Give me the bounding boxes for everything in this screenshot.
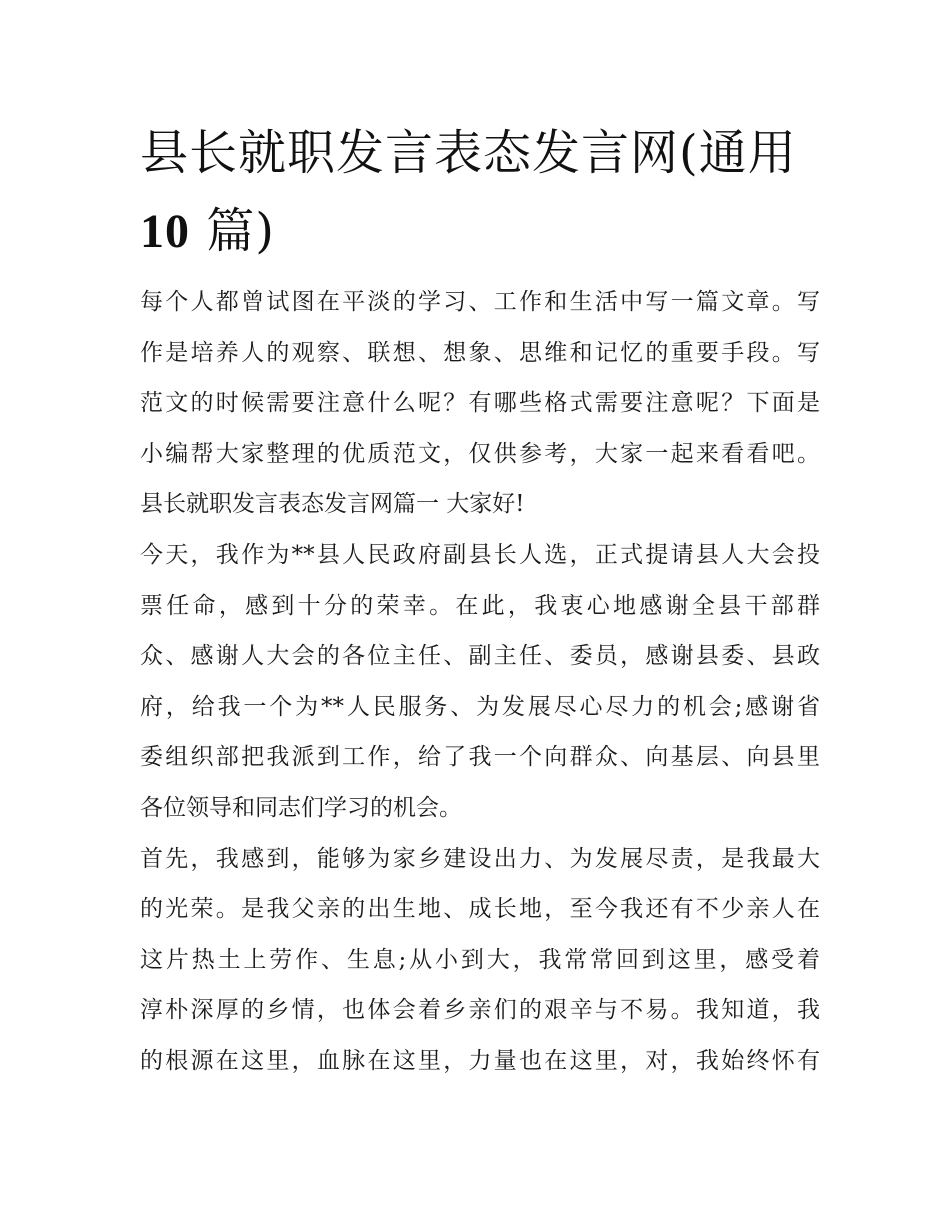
title-number: 10 [140, 205, 190, 258]
body-line: 委组织部把我派到工作，给了我一个向群众、向基层、向县里 [140, 744, 820, 771]
body-line: 各位领导和同志们学习的机会。 [140, 794, 462, 821]
body-line: 票任命，感到十分的荣幸。在此，我衷心地感谢全县干部群 [140, 592, 820, 619]
body-line: 今天，我作为**县人民政府副县长人选，正式提请县人大会投 [140, 541, 820, 568]
body-line: 府，给我一个为**人民服务、为发展尽心尽力的机会;感谢省 [140, 693, 820, 720]
body-line: 作是培养人的观察、联想、想象、思维和记忆的重要手段。写 [140, 339, 820, 366]
document-title [140, 114, 820, 271]
body-line: 小编帮大家整理的优质范文，仅供参考，大家一起来看看吧。 [140, 440, 820, 467]
document-body [140, 277, 820, 1087]
body-line: 范文的时候需要注意什么呢？有哪些格式需要注意呢？下面是 [140, 390, 820, 417]
body-line: 县长就职发言表态发言网篇一 大家好! [140, 491, 525, 518]
title-line-2: 篇) [190, 203, 275, 259]
body-line: 的光荣。是我父亲的出生地、成长地，至今我还有不少亲人在 [140, 896, 820, 923]
body-line: 众、感谢人大会的各位主任、副主任、委员，感谢县委、县政 [140, 643, 820, 670]
body-line: 的根源在这里，血脉在这里，力量也在这里，对，我始终怀有 [140, 1047, 820, 1074]
title-line-1: 县长就职发言表态发言网(通用 [140, 125, 797, 181]
body-line: 每个人都曾试图在平淡的学习、工作和生活中写一篇文章。写 [140, 289, 820, 315]
body-line: 这片热土上劳作、生息;从小到大，我常常回到这里，感受着 [140, 946, 820, 973]
body-line: 淳朴深厚的乡情，也体会着乡亲们的艰辛与不易。我知道，我 [140, 997, 820, 1024]
body-line: 首先，我感到，能够为家乡建设出力、为发展尽责，是我最大 [140, 845, 820, 872]
